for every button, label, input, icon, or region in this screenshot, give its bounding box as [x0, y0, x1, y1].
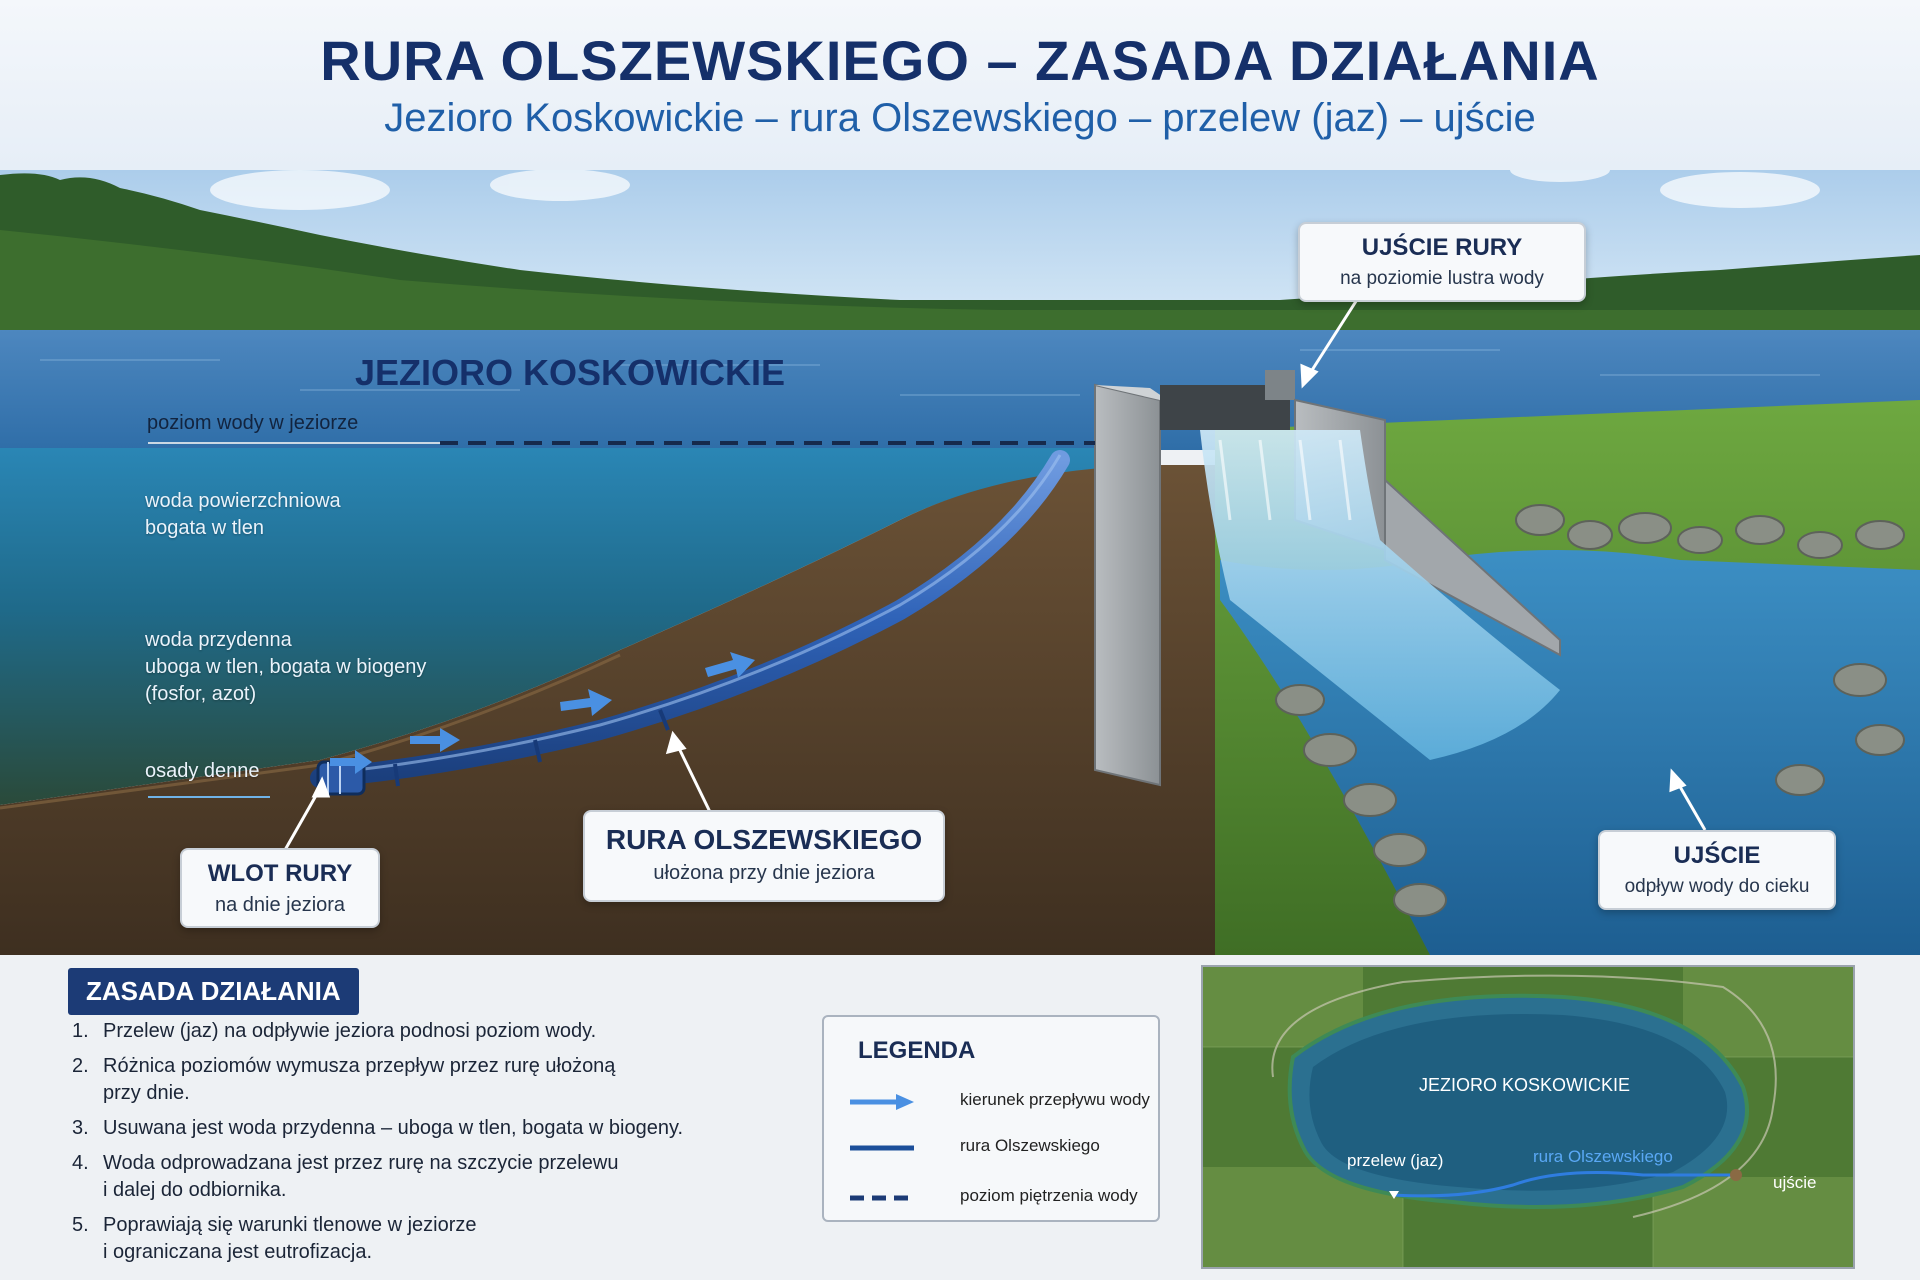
sediments-label: osady denne: [145, 760, 260, 782]
principle-step: 2. Różnica poziomów wymusza przepływ przez rurę ułożoną przy dnie.: [72, 1055, 616, 1104]
map-drawing: [1203, 967, 1853, 1267]
solid-line-icon: [848, 1133, 918, 1163]
map-pipe-label: rura Olszewskiego: [1533, 1147, 1673, 1166]
principle-step: 4. Woda odprowadzana jest przez rurę na szczycie przelewu i dalej do odbiornika.: [72, 1152, 619, 1201]
aerial-map-inset: [1201, 965, 1855, 1269]
principle-steps: [70, 1018, 690, 1274]
legend-item-flow: kierunek przepływu wody: [848, 1087, 1148, 1117]
callout-mouth: UJŚCIE odpływ wody do cieku: [1598, 830, 1836, 910]
dashed-line-icon: [848, 1183, 918, 1213]
water-level-label: poziom wody w jeziorze: [147, 412, 359, 434]
legend-title: LEGENDA: [858, 1037, 976, 1064]
surface-water-label: woda powierzchniowa bogata w tlen: [145, 490, 341, 539]
callout-pipe-inlet: WLOT RURY na dnie jeziora: [180, 848, 380, 928]
principle-title: ZASADA DZIAŁANIA: [68, 968, 359, 1015]
flow-arrow-icon: [848, 1087, 918, 1117]
bottom-water-label: woda przydenna uboga w tlen, bogata w biogeny (fosfor, azot): [145, 629, 427, 705]
principle-step: 3. Usuwana jest woda przydenna – uboga w tlen, bogata w biogeny.: [72, 1117, 684, 1139]
callout-pipe-outlet: UJŚCIE RURY na poziomie lustra wody: [1298, 222, 1586, 302]
principle-step: 5. Poprawiają się warunki tlenowe w jeziorze i ograniczana jest eutrofizacja.: [72, 1214, 477, 1263]
legend: [822, 1015, 1160, 1222]
legend-item-pipe: rura Olszewskiego: [848, 1133, 1148, 1163]
page-title: RURA OLSZEWSKIEGO – ZASADA DZIAŁANIA: [320, 29, 1600, 92]
map-weir-label: przelew (jaz): [1347, 1151, 1444, 1170]
page-subtitle: Jezioro Koskowickie – rura Olszewskiego – przelew (jaz) – ujście: [384, 96, 1536, 140]
map-lake-label: JEZIORO KOSKOWICKIE: [1419, 1075, 1631, 1095]
principle-step: 1. Przelew (jaz) na odpływie jeziora podnosi poziom wody.: [72, 1020, 597, 1042]
header: [0, 0, 1920, 170]
map-outlet-marker: [1730, 1169, 1742, 1181]
lake-name-label: JEZIORO KOSKOWICKIE: [355, 352, 786, 393]
callout-pipe: RURA OLSZEWSKIEGO ułożona przy dnie jeziora: [583, 810, 945, 902]
map-outlet-label: ujście: [1773, 1173, 1817, 1192]
legend-item-level: poziom piętrzenia wody: [848, 1183, 1148, 1213]
